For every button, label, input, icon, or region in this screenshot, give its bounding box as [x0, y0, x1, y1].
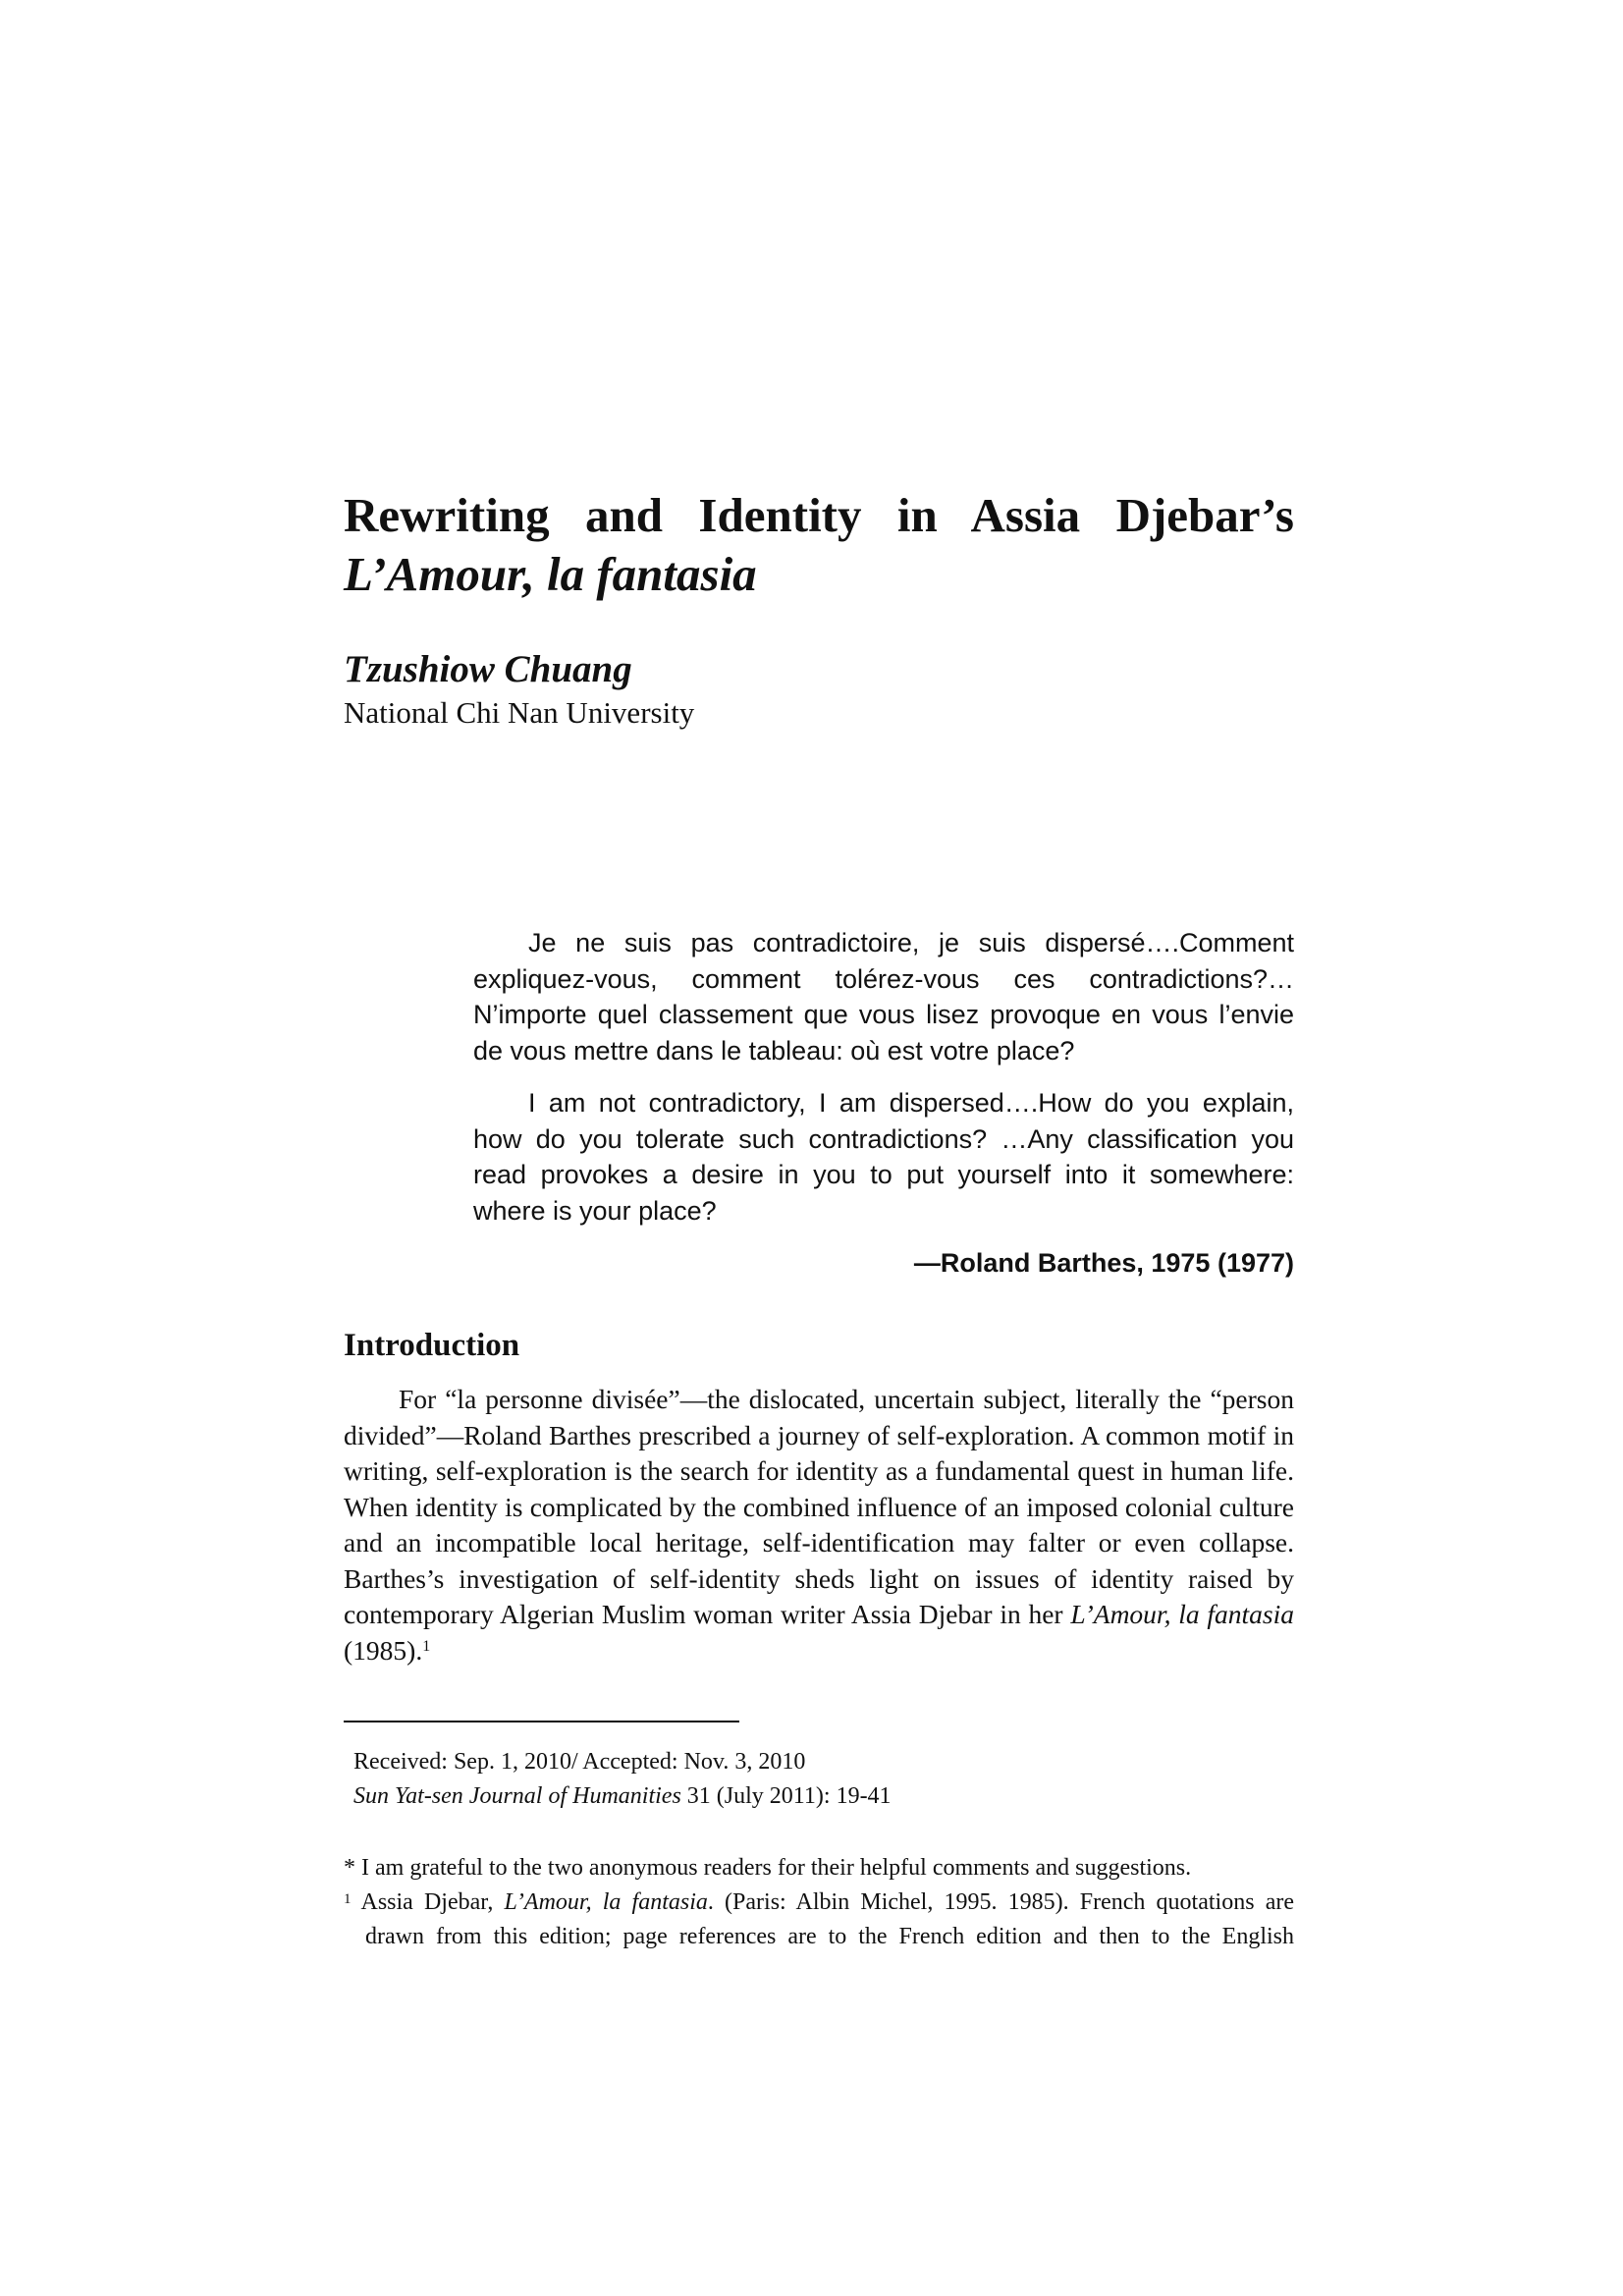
footnote-1-continuation: drawn from this edition; page references are to the French edition and then to the English: [365, 1924, 1294, 1949]
footnote-1-number: 1: [344, 1891, 352, 1907]
section-heading-introduction: Introduction: [344, 1328, 520, 1363]
publication-info: [353, 1745, 892, 1814]
title-line-1: Rewriting and Identity in Assia Djebar’s: [344, 488, 1294, 542]
journal-issue: 31 (July 2011): 19-41: [680, 1783, 892, 1809]
intro-book-title: L’Amour, la fantasia: [1070, 1599, 1294, 1629]
intro-text-end: (1985).: [344, 1634, 423, 1666]
introduction-paragraph: [344, 1382, 1294, 1668]
journal-name: Sun Yat-sen Journal of Humanities: [353, 1783, 681, 1809]
received-accepted-dates: Received: Sep. 1, 2010/ Accepted: Nov. 3, 2010: [353, 1749, 806, 1775]
intro-text: For “la personne divisée”—the dislocated, uncertain subject, literally the “person divided”—Roland Barthes prescribed a journey of self-exploration. A common motif in writing, self-exploration is the search for identity as a fundamental quest in human life. When identity is complicated by the combined influence of an imposed colonial culture and an incompatible local heritage, self-identification may falter or even collapse. Barthes’s investigation of self-identity sheds light on issues of identity raised by contemporary Algerian Muslim woman writer Assia Djebar in her: [344, 1384, 1294, 1629]
epigraph-french: Je ne suis pas contradictoire, je suis dispersé….Comment expliquez-vous, comment tolérez-vous ces contradictions?…N’importe quel classement que vous lisez provoque en vous l’envie de vous mettre dans le tableau: où est votre place?: [473, 928, 1294, 1066]
epigraph-english: I am not contradictory, I am dispersed….How do you explain, how do you tolerate such contradictions? …Any classification you read provokes a desire in you to put yourself into it somewhere: where is your place?: [473, 1088, 1294, 1226]
footnote-1-title: L’Amour, la fantasia: [504, 1889, 708, 1915]
author-name: Tzushiow Chuang: [344, 648, 632, 690]
author-affiliation: National Chi Nan University: [344, 695, 695, 730]
article-title: [344, 486, 1294, 604]
footnotes: [344, 1851, 1294, 1954]
footnote-ref-1[interactable]: 1: [422, 1637, 431, 1655]
footnote-1-rest: . (Paris: Albin Michel, 1995. 1985). French quotations are: [707, 1889, 1294, 1915]
journal-citation: [353, 1779, 892, 1814]
title-line-2: L’Amour, la fantasia: [344, 547, 757, 601]
footnote-separator: [344, 1721, 739, 1722]
footnote-1-author: Assia Djebar,: [360, 1889, 505, 1915]
acknowledgment-note: * I am grateful to the two anonymous readers for their helpful comments and suggestions.: [344, 1855, 1192, 1881]
author-block: [344, 646, 1294, 733]
epigraph: [473, 925, 1294, 1282]
epigraph-attribution: —Roland Barthes, 1975 (1977): [913, 1248, 1294, 1278]
footnote-1: [344, 1886, 1294, 1920]
